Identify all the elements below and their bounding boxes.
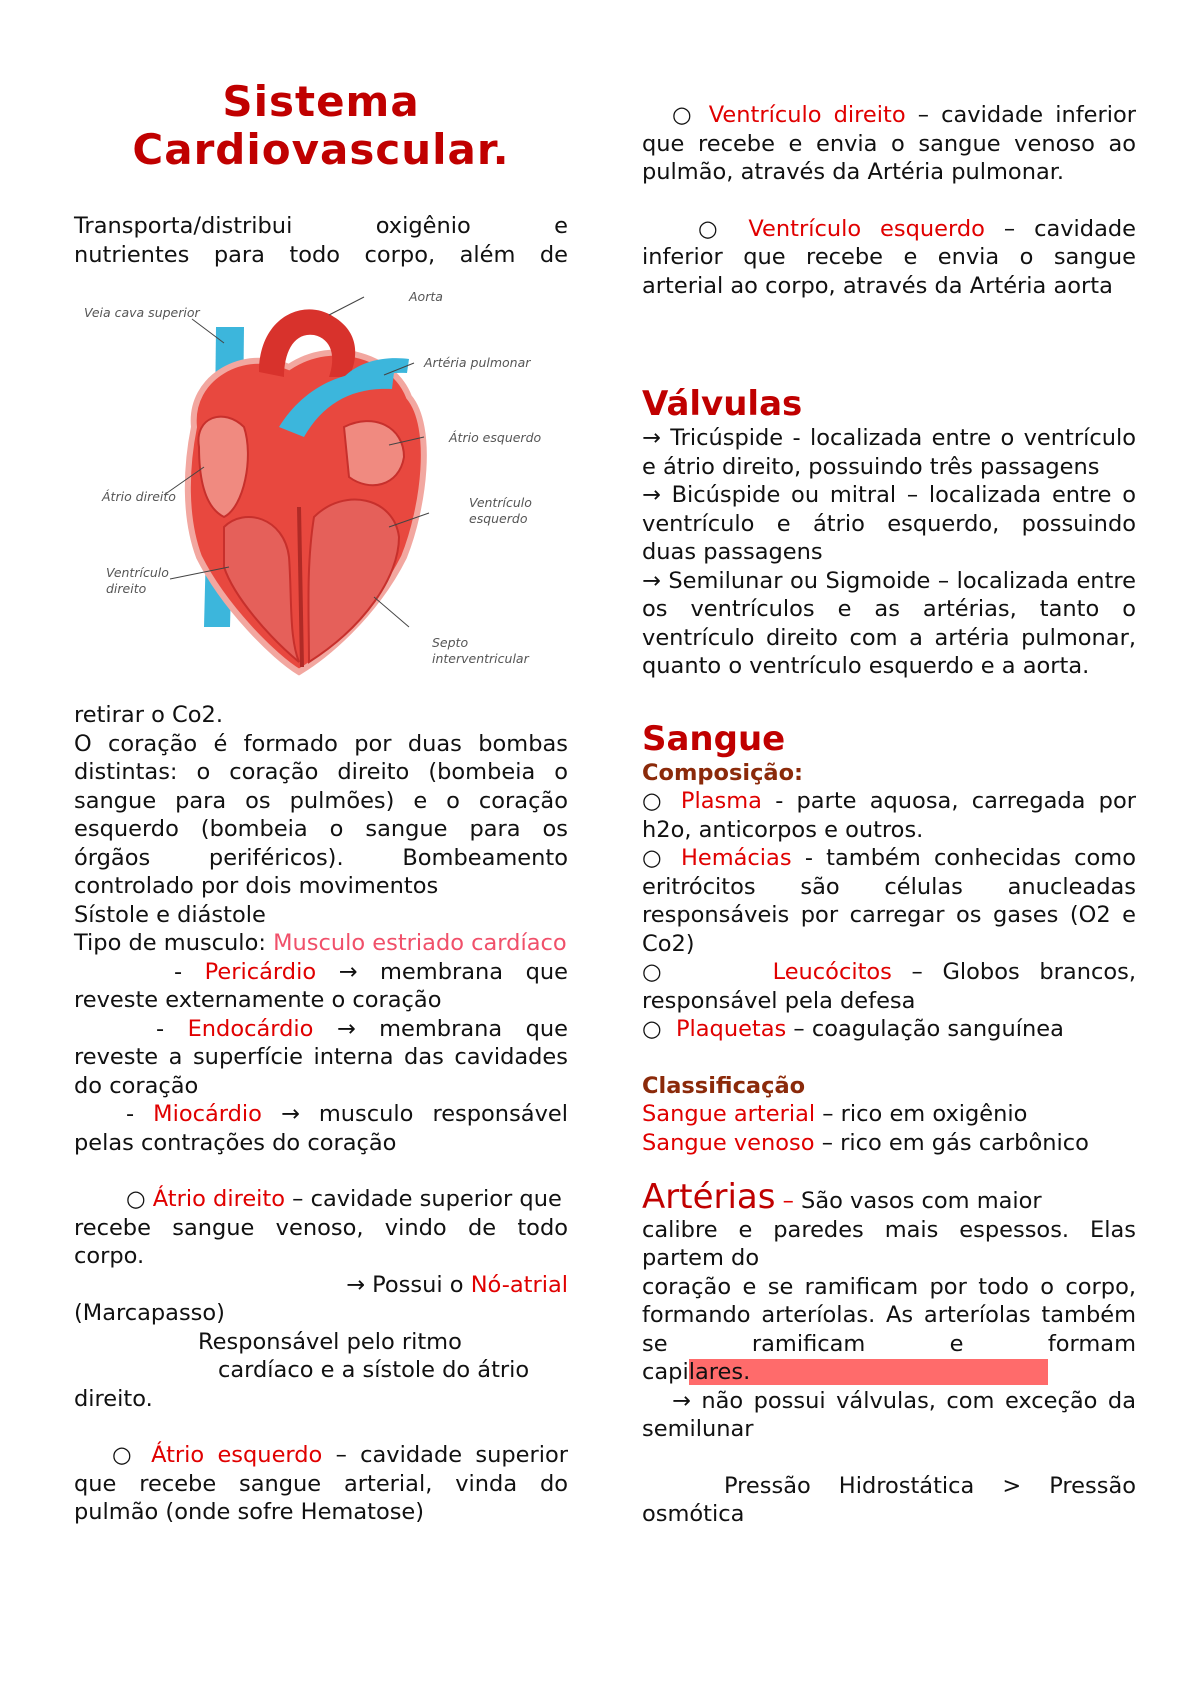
left-column: [74, 0, 568, 1527]
arterias-dash: –: [775, 1188, 802, 1214]
label-atrio-direito: Átrio direito: [102, 489, 176, 504]
label-aorta: Aorta: [409, 289, 443, 304]
atrio-esq-term: Átrio esquerdo: [151, 1442, 323, 1468]
atrio-dir-bullet: ○: [126, 1186, 153, 1212]
miocardio-text: → musculo responsável pelas contrações do coração: [74, 1101, 568, 1156]
hemacias-term: Hemácias: [680, 845, 792, 871]
intro-word-3: e: [554, 213, 568, 239]
ventriculo-esquerdo-item: [642, 215, 1136, 301]
vd-term: Ventrículo direito: [708, 102, 906, 128]
atrio-dir-term: Átrio direito: [152, 1186, 286, 1212]
title-line-2: Cardiovascular.: [132, 125, 510, 174]
nao-possui-line: → não possui válvulas, com exceção da semilunar: [642, 1387, 1136, 1442]
ve-text: – cavidade inferior que recebe e envia o sangue arterial ao corpo, através da Artéria aorta: [642, 215, 1136, 299]
title-line-1: Sistema: [222, 77, 420, 126]
arterias-text-3: [642, 1273, 1136, 1387]
possui-term: Nó-atrial: [470, 1271, 568, 1298]
cardiaco-line: cardíaco e a sístole do átrio: [218, 1357, 530, 1383]
possui-text: → Possui o: [346, 1271, 471, 1298]
venoso-text: – rico em gás carbônico: [814, 1129, 1089, 1156]
atrio-esq-text: – cavidade superior que recebe sangue arterial, vinda do pulmão (onde sofre Hematose): [74, 1442, 568, 1525]
arterias-text-3a: coração e se ramificam por todo o corpo, formando arteríolas. As arteríolas também se ramificam e formam capi: [642, 1273, 1136, 1385]
label-septo-1: Septo: [432, 635, 469, 650]
plaq-term: Plaquetas: [675, 1016, 787, 1042]
sangue-heading: Sangue: [642, 718, 786, 759]
plaq-bullet: ○: [642, 1016, 676, 1042]
leuco-term: Leucócitos: [772, 959, 892, 985]
valvulas-heading: Válvulas: [642, 384, 803, 424]
ve-term: Ventrículo esquerdo: [748, 215, 985, 242]
leucocitos-item: [642, 958, 1136, 1015]
sistole-line: Sístole e diástole: [74, 901, 266, 928]
plasma-bullet: ○: [642, 788, 681, 814]
atrio-direito-item: [74, 1185, 568, 1214]
endocardio-dash: -: [156, 1015, 188, 1042]
endocardio-text: → membrana que reveste a superfície interna das cavidades do coração: [74, 1015, 568, 1099]
miocardio-dash: -: [126, 1101, 154, 1127]
arterias-heading: Artérias: [642, 1177, 776, 1217]
valvula-semilunar: → Semilunar ou Sigmoide – localizada entre os ventrículos e as artérias, tanto o ventrículo direito com a artéria pulmonar, quanto o ventrículo esquerdo e a aorta.: [642, 567, 1136, 679]
direito-line: direito.: [74, 1385, 153, 1412]
leuco-text: – Globos brancos, responsável pela defesa: [642, 959, 1136, 1014]
label-arteria-pulmonar: Artéria pulmonar: [424, 355, 531, 370]
label-ventriculo-direito-2: direito: [106, 581, 147, 596]
ve-bullet: ○: [698, 215, 749, 242]
pericardio-term: Pericárdio: [204, 958, 317, 985]
left-ventricle-shape: [308, 500, 399, 662]
arterias-text-1: São vasos com maior: [801, 1188, 1042, 1214]
intro-line-2: nutrientes para todo corpo, além de: [74, 241, 568, 268]
plaquetas-item: [642, 1015, 1136, 1044]
plasma-item: [642, 787, 1136, 844]
pericardio-dash: -: [174, 958, 205, 985]
plasma-text: - parte aquosa, carregada por h2o, anticorpos e outros.: [642, 788, 1136, 843]
venoso-term: Sangue venoso: [642, 1129, 815, 1156]
plasma-term: Plasma: [680, 788, 762, 814]
retirar-line: retirar o Co2.: [74, 702, 223, 728]
vd-text: – cavidade inferior que recebe e envia o sangue venoso ao pulmão, através da Artéria pulmonar.: [642, 102, 1136, 185]
plaq-text: – coagulação sanguínea: [786, 1016, 1064, 1042]
tipo-label: Tipo de musculo:: [74, 930, 266, 956]
arterias-section: [642, 1177, 1136, 1529]
marcapasso-line: (Marcapasso): [74, 1300, 225, 1326]
possui-line: [74, 1271, 568, 1300]
left-body: [74, 701, 568, 1527]
label-septo-2: interventricular: [432, 651, 529, 666]
coracao-paragraph: O coração é formado por duas bombas distintas: o coração direito (bombeia o sangue para os pulmões) e o coração esquerdo (bombeia o sangue para os órgãos periféricos). Bombeamento controlado por dois movimentos: [74, 730, 568, 899]
hemacias-bullet: ○: [642, 845, 681, 871]
vd-bullet: ○: [672, 102, 709, 128]
endocardio-term: Endocárdio: [187, 1015, 314, 1042]
arterias-highlight: lares.: [689, 1359, 1049, 1385]
responsavel-line: Responsável pelo ritmo: [198, 1328, 462, 1355]
composicao-heading: Composição:: [642, 759, 804, 786]
arterial-text: – rico em oxigênio: [815, 1101, 1028, 1127]
leuco-bullet: ○: [642, 959, 773, 985]
sangue-venoso-line: [642, 1129, 1136, 1158]
arterial-term: Sangue arterial: [642, 1101, 816, 1127]
label-ventriculo-direito-1: Ventrículo: [106, 565, 169, 580]
pericardio-item: [74, 958, 568, 1015]
label-ventriculo-esquerdo-1: Ventrículo: [469, 495, 532, 510]
arterias-first-line: [642, 1177, 1136, 1217]
heart-diagram: [74, 277, 568, 697]
intro-word-1: Transporta/distribui: [74, 213, 293, 239]
hemacias-item: [642, 844, 1136, 958]
valvula-bicuspide: → Bicúspide ou mitral – localizada entre o ventrículo e átrio esquerdo, possuindo duas passagens: [642, 482, 1136, 565]
miocardio-term: Miocárdio: [153, 1101, 262, 1127]
miocardio-item: [74, 1100, 568, 1157]
atrio-esq-bullet: ○: [112, 1442, 152, 1468]
arterias-text-2: calibre e paredes mais espessos. Elas partem do: [642, 1216, 1136, 1271]
tipo-musculo: [74, 929, 568, 958]
right-column: [642, 0, 1136, 1529]
pressao-line: Pressão Hidrostática > Pressão osmótica: [642, 1472, 1136, 1527]
label-ventriculo-esquerdo-2: esquerdo: [469, 511, 528, 526]
tipo-value: Musculo estriado cardíaco: [273, 930, 567, 956]
atrio-dir-text-2: recebe sangue venoso, vindo de todo corpo.: [74, 1214, 568, 1269]
intro-paragraph: [74, 212, 568, 269]
hemacias-text: - também conhecidas como eritrócitos são células anucleadas responsáveis por carregar os gases (O2 e Co2): [642, 845, 1136, 957]
atrio-dir-text: – cavidade superior que: [285, 1186, 562, 1212]
page-title: [74, 78, 568, 174]
pericardio-text: → membrana que reveste externamente o coração: [74, 958, 568, 1013]
label-atrio-esquerdo: Átrio esquerdo: [449, 430, 542, 445]
endocardio-item: [74, 1015, 568, 1101]
ventriculo-direito-item: [642, 101, 1136, 187]
valvula-tricuspide: → Tricúspide - localizada entre o ventrículo e átrio direito, possuindo três passagens: [642, 425, 1136, 480]
atrio-esquerdo-item: [74, 1441, 568, 1527]
label-veia-cava: Veia cava superior: [84, 305, 200, 320]
sangue-arterial-line: [642, 1100, 1136, 1129]
intro-word-2: oxigênio: [375, 213, 471, 239]
classificacao-heading: Classificação: [642, 1072, 806, 1099]
heart-illustration: [74, 277, 568, 697]
